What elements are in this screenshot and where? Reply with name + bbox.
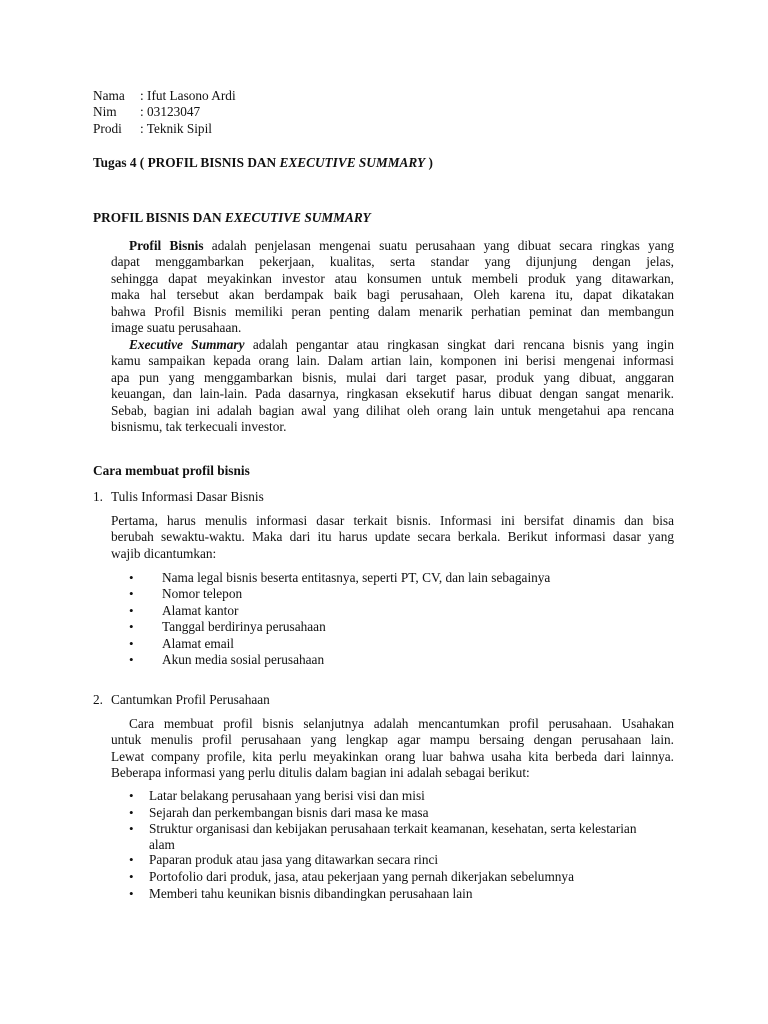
list-item: Memberi tahu keunikan bisnis dibandingkan perusahaan lain	[149, 886, 473, 901]
paragraph-line: dapat menggambarkan pekerjaan, kualitas, serta standar yang dijunjung dengan jelas,	[111, 254, 674, 270]
list-item: Portofolio dari produk, jasa, atau pekerjaan yang pernah dikerjakan sebelumnya	[149, 869, 574, 884]
bullet-icon: •	[129, 570, 134, 585]
paragraph-line: sehingga dapat meyakinkan investor atau konsumen untuk membeli produk yang ditawarkan,	[111, 270, 674, 286]
list-item: Nama legal bisnis beserta entitasnya, seperti PT, CV, dan lain sebagainya	[162, 570, 551, 585]
bullet-icon: •	[129, 619, 134, 634]
bullet-icon: •	[129, 636, 134, 651]
list-item: Akun media sosial perusahaan	[162, 652, 325, 667]
task-title	[93, 155, 433, 171]
list-item: Tanggal berdirinya perusahaan	[162, 619, 326, 634]
name-label: Nama	[93, 88, 125, 103]
item1-paragraph	[111, 513, 674, 562]
item1-heading: Tulis Informasi Dasar Bisnis	[111, 489, 264, 504]
paragraph-line: Sebab, bagian ini adalah bagian awal yang dilihat oleh orang lain untuk mengetahui apa rencana	[111, 402, 674, 418]
paragraph-line: bisnismu, tak terkecuali investor.	[111, 419, 287, 435]
paragraph-line: Beberapa informasi yang perlu ditulis dalam bagian ini adalah sebagai berikut:	[111, 765, 530, 781]
paragraph-line: bahwa Profil Bisnis memiliki peran penting dalam menarik perhatian peminat dan membangun	[111, 303, 674, 319]
paragraph-line: maka hal tersebut akan berdampak baik bagi perusahaan, Oleh karena itu, dapat dikatakan	[111, 287, 674, 303]
task-italic: EXECUTIVE SUMMARY	[279, 155, 426, 170]
bullet-icon: •	[129, 788, 134, 803]
paragraph-line: Pertama, harus menulis informasi dasar terkait bisnis. Informasi ini bersifat dinamis dan bisa	[111, 513, 674, 528]
list-item: Paparan produk atau jasa yang ditawarkan secara rinci	[149, 852, 439, 867]
paragraph-line: kamu sampaikan kepada orang lain. Dalam artian lain, komponen ini berisi mengenai informasi	[111, 353, 674, 369]
bullet-icon: •	[129, 886, 134, 901]
executive-summary-paragraph	[111, 337, 674, 435]
profil-bisnis-paragraph	[111, 238, 674, 336]
nim-label: Nim	[93, 104, 117, 119]
section-title-prefix: PROFIL BISNIS DAN	[93, 210, 225, 225]
list-item: Alamat email	[162, 636, 234, 651]
item2-heading: Cantumkan Profil Perusahaan	[111, 692, 270, 707]
bullet-icon: •	[129, 821, 134, 836]
paragraph-line	[111, 238, 674, 254]
paragraph-line: Lewat company profile, kita perlu meyakinkan orang luar bahwa usaha kita berbeda dari lainnya.	[111, 748, 674, 764]
list-item-continuation: alam	[149, 837, 175, 852]
task-prefix: Tugas 4 ( PROFIL BISNIS DAN	[93, 155, 280, 170]
bullet-icon: •	[129, 586, 134, 601]
item2-paragraph	[111, 716, 674, 782]
paragraph-text: adalah penjelasan mengenai suatu perusahaan yang dibuat secara ringkas yang	[203, 238, 674, 253]
item1-number: 1.	[93, 489, 103, 504]
paragraph-line: image suatu perusahaan.	[111, 320, 242, 336]
list-item: Nomor telepon	[162, 586, 243, 601]
bullet-icon: •	[129, 852, 134, 867]
paragraph-line: untuk menulis profil perusahaan yang lengkap agar mampu bersaing dengan perusahaan lain.	[111, 732, 674, 748]
profil-bisnis-term: Profil Bisnis	[129, 238, 204, 253]
section-title-italic: EXECUTIVE SUMMARY	[224, 210, 371, 225]
bullet-icon: •	[129, 652, 134, 667]
item2-number: 2.	[93, 692, 103, 707]
name-value: : Ifut Lasono Ardi	[140, 88, 236, 103]
subsection-title: Cara membuat profil bisnis	[93, 463, 250, 478]
bullet-icon: •	[129, 869, 134, 884]
list-item: Struktur organisasi dan kebijakan perusahaan terkait keamanan, kesehatan, serta kelestarian	[149, 821, 637, 836]
prodi-label: Prodi	[93, 121, 122, 136]
bullet-icon: •	[129, 805, 134, 820]
paragraph-line: Cara membuat profil bisnis selanjutnya adalah mencantumkan profil perusahaan. Usahakan	[129, 716, 674, 731]
list-item: Alamat kantor	[162, 603, 239, 618]
nim-value: : 03123047	[140, 104, 201, 119]
section-title	[93, 210, 371, 226]
paragraph-line: berubah sewaktu-waktu. Maka dari itu harus update secara berkala. Berikut informasi dasar yang	[111, 529, 674, 545]
paragraph-text: adalah pengantar atau ringkasan singkat dari rencana bisnis yang ingin	[244, 337, 674, 352]
list-item: Sejarah dan perkembangan bisnis dari masa ke masa	[149, 805, 429, 820]
executive-summary-term: Executive Summary	[129, 337, 245, 352]
paragraph-line: apa pun yang menggambarkan bisnis, mulai dari target pasar, produk yang dibuat, anggaran	[111, 369, 674, 385]
prodi-value: : Teknik Sipil	[140, 121, 212, 136]
paragraph-line: keuangan, dan lain-lain. Pada dasarnya, ringkasan eksekutif harus dibuat dengan sangat menarik.	[111, 386, 674, 402]
list-item: Latar belakang perusahaan yang berisi visi dan misi	[149, 788, 425, 803]
paragraph-line	[111, 337, 674, 353]
bullet-icon: •	[129, 603, 134, 618]
task-suffix: )	[425, 155, 433, 170]
paragraph-line: wajib dicantumkan:	[111, 545, 217, 561]
